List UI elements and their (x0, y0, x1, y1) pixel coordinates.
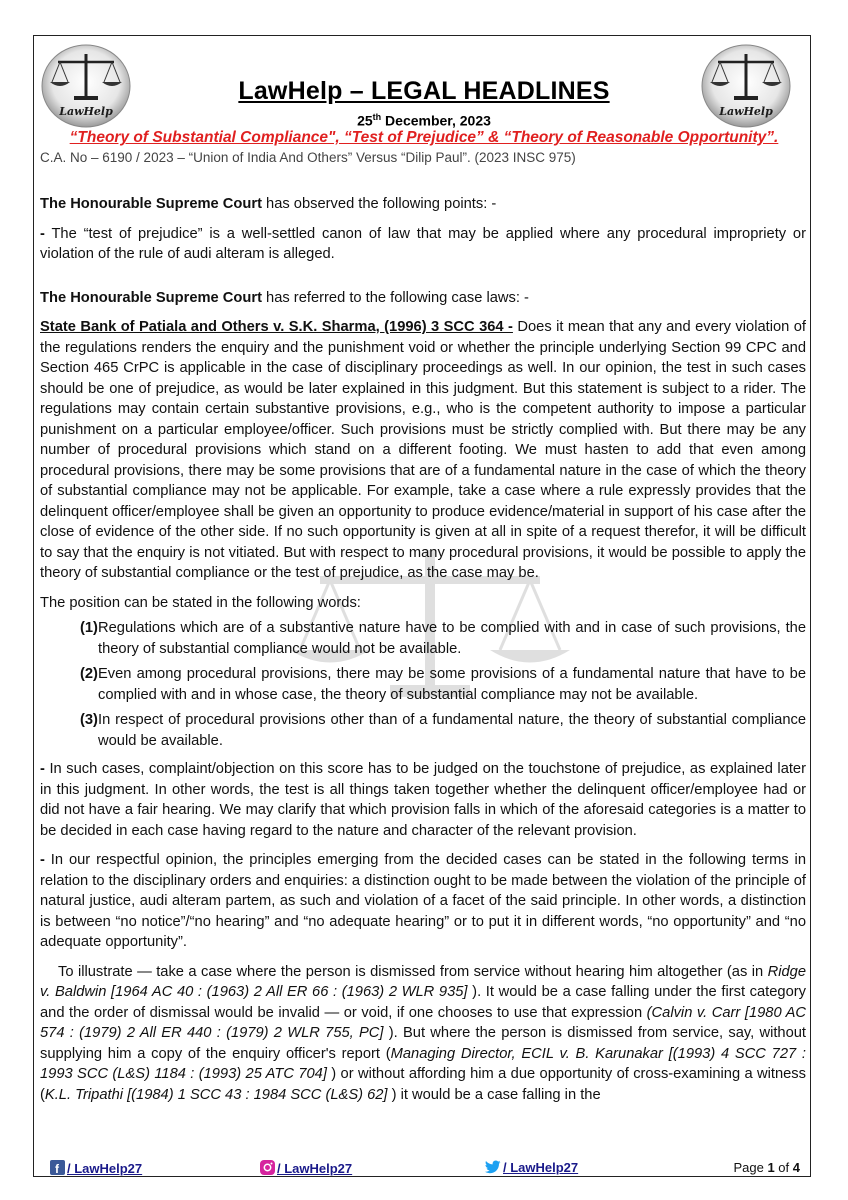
para3-text: In our respectful opinion, the principles emerging from the decided cases can be stated in the following terms in relation to the disciplinary orders and enquiries: a distinction ought to be made between the violation of the principle of natural justice, audi alteram partem, as such and violation of a facet of the said principle. In other words, a distinction is between “no notice”/“no hearing” and “no adequate hearing” or to put it in different words, “no opportunity” and “no adequate opportunity”. (40, 852, 806, 950)
para4-citation-tripathi: K.L. Tripathi [(1984) 1 SCC 43 : 1984 SCC (L&S) 62] (44, 1086, 388, 1103)
list-number: (2) (80, 666, 98, 682)
twitter-icon (485, 1160, 501, 1174)
illustration-paragraph (40, 962, 806, 1106)
point-dash: - (40, 225, 45, 242)
list-number: (3) (80, 712, 98, 728)
list-item (40, 618, 806, 659)
para4-text-i: ) it would be a case falling in the (387, 1086, 601, 1103)
observed-paragraph (40, 194, 806, 215)
document-header (40, 76, 808, 130)
para2-dash: - (40, 761, 45, 777)
page-total: 4 (792, 1160, 800, 1175)
page-footer (40, 1160, 808, 1178)
list-text: Even among procedural provisions, there may be some provisions of a fundamental nature that have to be complied with and in whose case, the theory of substantial compliance may not be available. (98, 666, 806, 703)
referred-text: has referred to the following case laws: - (261, 289, 529, 306)
list-text: Regulations which are of a substantive nature have to be complied with and in case of such provisions, the theory of substantial compliance would not be available. (98, 620, 806, 657)
page-number (733, 1160, 800, 1175)
page-of: of (774, 1160, 793, 1175)
list-item (40, 664, 806, 705)
list-number: (1) (80, 620, 98, 636)
para4-text-c: ). It would be a case falling under the first category and the order of dismissal would be invalid — or void, if one chooses to use that expression (40, 984, 806, 1021)
instagram-handle: / LawHelp27 (277, 1161, 353, 1176)
instagram-icon (260, 1160, 275, 1175)
date-rest: December, 2023 (381, 112, 491, 129)
list-item (40, 710, 806, 751)
instagram-link[interactable] (260, 1160, 352, 1176)
logo-text-right: LawHelp (719, 105, 773, 118)
para4-citation-ecil: Managing Director, ECIL v. B. Karunakar [(1993) 4 SCC 727 : 1993 SCC (L&S) 1184 : (1993) 25 ATC 704] (40, 1045, 806, 1082)
facebook-handle: / LawHelp27 (67, 1161, 143, 1176)
case-name: State Bank of Patiala and Others v. S.K. Sharma, (1996) 3 SCC 364 - (40, 319, 513, 335)
referred-paragraph (40, 288, 806, 309)
case-text: Does it mean that any and every violation of the regulations renders the enquiry and the punishment void or whether the principle underlying Section 99 CPC and Section 465 CrPC is applicable in the case of disciplinary proceedings as well. In our opinion, the test in such cases should be one of prejudice, as would be later explained in this judgment. But this statement is subject to a rider. The regulations may contain certain substantive provisions, e.g., who is the competent authority to impose a particular punishment on a particular employee/officer. Such provisions must be strictly complied with. But there may be any number of procedural provisions which stand on a different footing. We must hasten to add that even among procedural provisions, there may be some provisions that are of a fundamental nature in the case of which the theory of substantial compliance may not be applicable. For example, take a case where a rule expressly provides that the delinquent officer/employee shall be given an opportunity to produce evidence/material in support of his case after the close of evidence of the other side. If no such opportunity is given at all in spite of a request therefor, it will be difficult to say that the enquiry is not vitiated. But with respect to many procedural provisions, it would be possible to apply the theory of substantial compliance or the test of prejudice, as the case may be. (40, 319, 806, 581)
para4-citation-ridge: Ridge v. Baldwin [1964 AC 40 : (1963) 2 All ER 66 : (1963) 2 WLR 935] (40, 963, 806, 1000)
para4-text-g: ) or without affording him a due opportunity of cross-examining a witness ( (40, 1066, 806, 1103)
prejudice-paragraph (40, 759, 806, 841)
twitter-handle: / LawHelp27 (503, 1160, 579, 1175)
document-date (40, 108, 808, 130)
facebook-link[interactable] (50, 1160, 142, 1176)
subject-heading: “Theory of Substantial Compliance", “Test of Prejudice” & “Theory of Reasonable Opportunity”. (69, 129, 779, 146)
list-text: In respect of procedural provisions other than of a fundamental nature, the theory of substantial compliance would be available. (98, 712, 806, 749)
court-name: The Honourable Supreme Court (40, 196, 262, 212)
logo-text-left: LawHelp (59, 105, 113, 118)
spacer (40, 274, 806, 288)
court-name-2: The Honourable Supreme Court (40, 289, 262, 306)
point-text: The “test of prejudice” is a well-settled canon of law that may be applied where any procedural impropriety or violation of the rule of audi alteram is alleged. (40, 225, 806, 262)
observed-text: has observed the following points: - (261, 196, 497, 212)
document-title: LawHelp – LEGAL HEADLINES (238, 77, 610, 105)
para3-dash: - (40, 852, 45, 868)
date-suffix: th (372, 112, 382, 122)
principles-paragraph (40, 850, 806, 953)
twitter-link[interactable] (485, 1160, 578, 1175)
position-intro: The position can be stated in the following words: (40, 594, 361, 611)
date-day: 25 (357, 112, 373, 129)
page-current: 1 (767, 1160, 775, 1175)
provisions-list (40, 618, 806, 751)
svg-text:f: f (55, 1162, 59, 1175)
case-citation: C.A. No – 6190 / 2023 – “Union of India And Others” Versus “Dilip Paul”. (2023 INSC 975) (40, 150, 576, 165)
para2-text: In such cases, complaint/objection on this score has to be judged on the touchstone of prejudice, as explained later in this judgment. In other words, the test is all things taken together whether the delinquent officer/employee had or did not have a fair hearing. We may clarify that which provision falls in which of the aforesaid categories is a matter to be decided in each case having regard to the nature and character of the relevant provision. (40, 761, 806, 839)
para4-text-a: To illustrate — take a case where the person is dismissed from service without hearing him altogether (as in (58, 963, 768, 980)
point-paragraph (40, 224, 806, 265)
page-label: Page (733, 1160, 768, 1175)
para4-citation-calvin: (Calvin v. Carr [1980 AC 574 : (1979) 2 All ER 440 : (1979) 2 WLR 755, PC] (40, 1004, 807, 1041)
document-body (40, 194, 806, 1114)
case-paragraph (40, 317, 806, 584)
facebook-icon (50, 1160, 65, 1175)
para4-text-e: ). But where the person is dismissed from service, say, without supplying him a copy of the enquiry officer's report ( (40, 1025, 807, 1062)
